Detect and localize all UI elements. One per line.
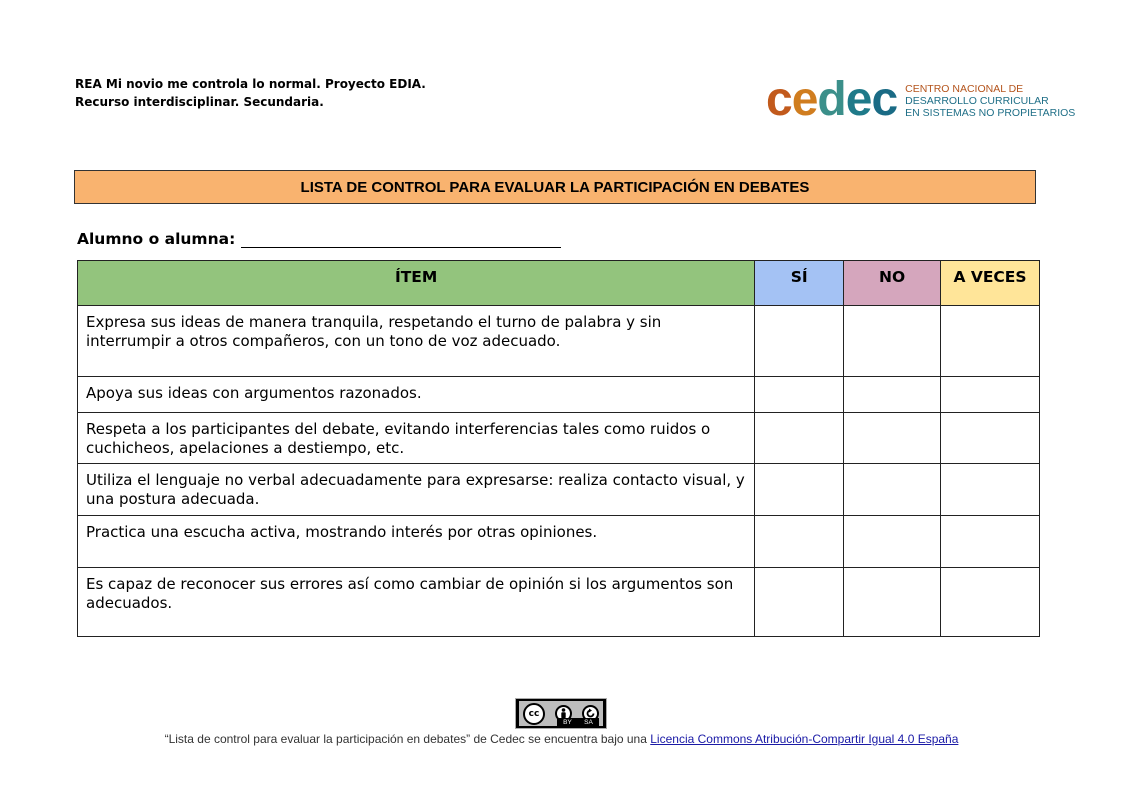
check-cell-si[interactable] <box>755 413 844 464</box>
column-header-no: NO <box>844 261 941 306</box>
license-footer <box>0 732 1123 746</box>
item-text: Es capaz de reconocer sus errores así como cambiar de opinión si los argumentos son adecuados. <box>78 568 755 637</box>
logo-sub-line-3: EN SISTEMAS NO PROPIETARIOS <box>905 107 1076 119</box>
column-header-item: ÍTEM <box>78 261 755 306</box>
item-text: Expresa sus ideas de manera tranquila, respetando el turno de palabra y sin interrumpir a otros compañeros, con un tono de voz adecuado. <box>78 306 755 377</box>
check-cell-no[interactable] <box>844 516 941 568</box>
check-cell-a-veces[interactable] <box>941 568 1040 637</box>
item-text: Utiliza el lenguaje no verbal adecuadamente para expresarse: realiza contacto visual, y una postura adecuada. <box>78 464 755 516</box>
logo-letter: d <box>817 73 846 126</box>
check-cell-si[interactable] <box>755 516 844 568</box>
table-row <box>78 413 1040 464</box>
column-header-a-veces: A VECES <box>941 261 1040 306</box>
table-row <box>78 464 1040 516</box>
logo-letter: e <box>791 73 818 126</box>
student-label: Alumno o alumna: <box>77 230 236 248</box>
check-cell-si[interactable] <box>755 306 844 377</box>
cc-label-sa: SA <box>584 719 593 726</box>
student-name-field <box>77 230 561 248</box>
header-line-1: REA Mi novio me controla lo normal. Proyecto EDIA. <box>75 77 426 91</box>
check-cell-no[interactable] <box>844 306 941 377</box>
check-cell-a-veces[interactable] <box>941 413 1040 464</box>
check-cell-no[interactable] <box>844 377 941 413</box>
table-row <box>78 306 1040 377</box>
check-cell-si[interactable] <box>755 568 844 637</box>
check-cell-a-veces[interactable] <box>941 377 1040 413</box>
check-cell-no[interactable] <box>844 413 941 464</box>
cc-label-by: BY <box>563 719 572 726</box>
document-header <box>75 75 426 111</box>
item-text: Apoya sus ideas con argumentos razonados. <box>78 377 755 413</box>
logo-letter: c <box>871 73 898 126</box>
creative-commons-badge[interactable] <box>515 698 607 729</box>
check-cell-a-veces[interactable] <box>941 464 1040 516</box>
logo-sub-line-2: DESARROLLO CURRICULAR <box>905 95 1049 107</box>
logo-letter: e <box>845 73 872 126</box>
check-cell-a-veces[interactable] <box>941 516 1040 568</box>
item-text: Practica una escucha activa, mostrando interés por otras opiniones. <box>78 516 755 568</box>
logo-letter: c <box>766 73 792 126</box>
cedec-logo-wordmark <box>766 73 898 126</box>
check-cell-si[interactable] <box>755 464 844 516</box>
check-cell-si[interactable] <box>755 377 844 413</box>
cc-badge-labels <box>557 718 599 727</box>
check-cell-no[interactable] <box>844 464 941 516</box>
check-cell-a-veces[interactable] <box>941 306 1040 377</box>
table-header-row <box>78 261 1040 306</box>
logo-sub-line-1: CENTRO NACIONAL DE <box>905 83 1024 95</box>
header-line-2: Recurso interdisciplinar. Secundaria. <box>75 95 324 109</box>
cedec-logo <box>766 73 1076 126</box>
table-row <box>78 377 1040 413</box>
student-name-blank[interactable] <box>241 230 561 248</box>
table-row <box>78 516 1040 568</box>
table-row <box>78 568 1040 637</box>
cc-icon: cc <box>523 703 545 725</box>
check-cell-no[interactable] <box>844 568 941 637</box>
cedec-logo-subtitle <box>905 83 1075 119</box>
checklist-table <box>77 260 1040 637</box>
cc-badge-inner <box>519 701 603 726</box>
license-text: “Lista de control para evaluar la participación en debates” de Cedec se encuentra bajo una <box>164 732 651 746</box>
item-text: Respeta a los participantes del debate, evitando interferencias tales como ruidos o cuchicheos, apelaciones a destiempo, etc. <box>78 413 755 464</box>
column-header-si: SÍ <box>755 261 844 306</box>
page-title: LISTA DE CONTROL PARA EVALUAR LA PARTICIPACIÓN EN DEBATES <box>74 170 1036 204</box>
license-link[interactable]: Licencia Commons Atribución-Compartir Igual 4.0 España <box>650 732 959 746</box>
